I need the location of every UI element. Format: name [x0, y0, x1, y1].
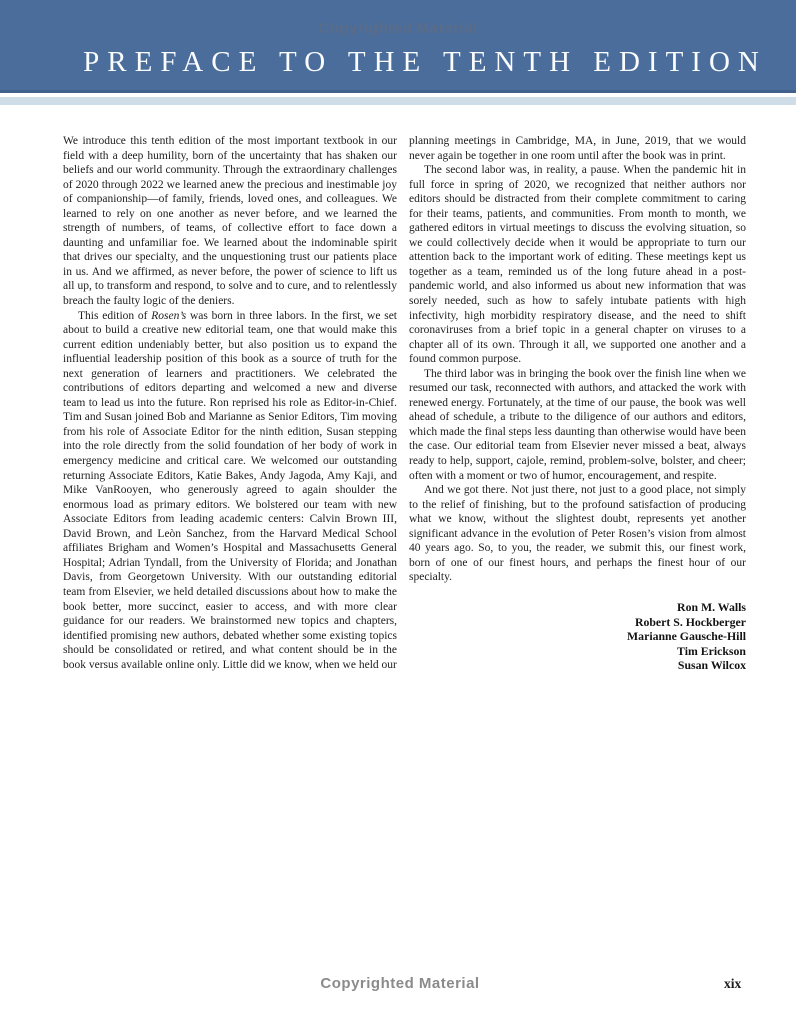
paragraph-1: We introduce this tenth edition of the most important textbook in our field with a deep humility, born of the uncertainty that has shaken our beliefs and our world community. Through the extraordinary challenges of 2020 through 2022 we learned anew the precious and inestimable joy of companionship—of family, friends, loved ones, and colleagues. We learned to rely on one another as never before, and we learned the strength of numbers, of teams, of collective effort to face down a daunting and unfamiliar foe. We learned about the indominable spirit that drives our specialty, and the unquestioning trust our patients place in us. And we affirmed, as never before, the power of science to lift us all up, to transform and respond, to solve and to cure, and to relentlessly breach the faulty logic of the deniers.: [63, 135, 397, 308]
paragraph-3: The second labor was, in reality, a pause. When the pandemic hit in full force in spring of 2020, we recognized that neither authors nor editors should be distracted from their complete commitment to caring for their teams, patients, and communities. From month to month, we gathered editors in virtual meetings to discuss the evolving situation, so we could collectively decide when it would be appropriate to turn our attention back to the important work of editing. These meetings kept us together as a team, reminded us of the long future ahead in a post-pandemic world, and also informed us about new information that was sorely needed, such as how to safely intubate patients with high infectivity, high morbidity respiratory disease, and the need to shift coronaviruses from a brief topic in a general chapter on viruses to a chapter all of its own. Through it all, we supported one another and a found common purpose.: [409, 164, 746, 366]
book-title-italic: Rosen’s: [151, 309, 187, 322]
copyright-notice-bottom: Copyrighted Material: [320, 975, 480, 992]
right-column: [409, 134, 746, 673]
signature-block: [409, 600, 746, 673]
header-accent-stripe: [0, 97, 796, 105]
paragraph-2-continued: planning meetings in Cambridge, MA, in June, 2019, that we would never again be together in one room until after the book was in print.: [409, 135, 746, 162]
signature-name: Robert S. Hockberger: [634, 614, 746, 629]
header-band: [0, 0, 796, 93]
paragraph-5: And we got there. Not just there, not just to a good place, not simply to the relief of finishing, but to the profound satisfaction of producing what we know, without the slightest doubt, represents yet another significant advance in the evolution of Peter Rosen’s vision from almost 40 years ago. So, to you, the reader, we submit this, our finest work, born of one of our finest hours, and perhaps the finest hour of our specialty.: [409, 484, 746, 584]
signature-name: Marianne Gausche-Hill: [627, 629, 746, 644]
paragraph-2-lead: This edition of: [78, 309, 152, 322]
page-number: xix: [724, 976, 742, 991]
left-column: [63, 134, 397, 672]
paragraph-2-rest: was born in three labors. In the first, we set about to build a creative new editorial team, one that would make this current edition undeniably better, but also position us to expand the influential leadership position of this book as a source of truth for the next generation of learners and practitioners. We celebrated the contributions of editors departing and welcomed a new and diverse team to lead us into the future. Ron reprised his role as Editor-in-Chief. Tim and Susan joined Bob and Marianne as Senior Editors, Tim moving from his role of Associate Editor for the ninth edition, Susan stepping into the role directly from the solid foundation of her body of work in emergency medicine and critical care. We welcomed our outstanding returning Associate Editors, Katie Bakes, Andy Jagoda, Amy Kaji, and Mike VanRooyen, who generously agreed to again shoulder the enormous load as primary editors. We bolstered our team with new Associate Editors from leading academic centers: Calvin Brown III, David Brown, and Leòn Sanchez, from the Harvard Medical School affiliates Brigham and Women’s Hospital and Massachusetts General Hospital; Adrian Tyndall, from the University of Florida; and Jonathan Davis, from Georgetown University. With our outstanding editorial team from Elsevier, we held detailed discussions about how to make the book better, more succinct, easier to access, and with more clear guidance for our readers. We brainstormed new topics and chapters, identified promising new authors, debated whether some existing topics should be consolidated or retired, and what content should be in the book versus available online only. Little did we know, when we held our: [63, 309, 397, 671]
copyright-notice-top: Copyrighted Material: [318, 20, 478, 37]
page-title: PREFACE TO THE TENTH EDITION: [83, 46, 767, 78]
paragraph-4: The third labor was in bringing the book over the finish line when we resumed our task, reconnected with authors, and attacked the work with renewed energy. Fortunately, at the time of our pause, the book was well ahead of schedule, a tribute to the diligence of our authors and editors, which made the final steps less daunting than otherwise would have been the case. Our editorial team from Elsevier never missed a beat, always ready to help, support, cajole, remind, problem-solve, bolster, and cheer; often with a moment or two of humor, encouragement, and respite.: [409, 367, 746, 482]
signature-name: Ron M. Walls: [677, 599, 746, 614]
signature-name: Susan Wilcox: [677, 658, 746, 673]
signature-name: Tim Erickson: [677, 643, 746, 658]
paragraph-2: [63, 309, 397, 673]
